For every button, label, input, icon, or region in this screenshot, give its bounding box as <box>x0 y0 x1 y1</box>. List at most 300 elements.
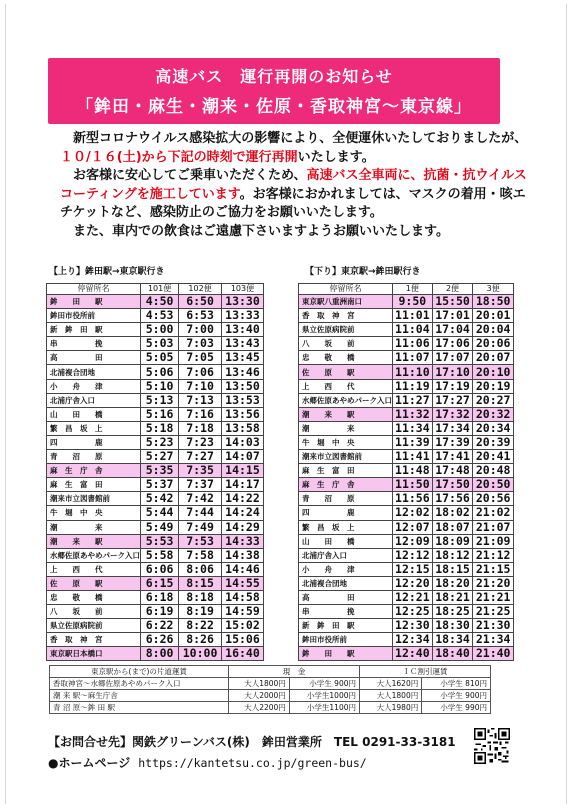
departure-time: 12:12 <box>393 548 433 562</box>
stop-name: 上 西 代 <box>299 379 393 393</box>
up-header-stop: 停留所名 <box>47 284 141 295</box>
stop-name: 四 鹿 <box>299 506 393 520</box>
fare-row <box>50 702 491 714</box>
departure-time: 17:48 <box>432 464 473 478</box>
departure-time: 7:49 <box>179 520 222 534</box>
departure-time: 8:00 <box>141 647 179 661</box>
departure-time: 5:16 <box>141 407 179 421</box>
departure-time: 17:01 <box>432 309 473 323</box>
departure-time: 13:46 <box>221 365 263 379</box>
departure-time: 18:21 <box>432 590 473 604</box>
stop-name: 麻 生 富 田 <box>299 464 393 478</box>
departure-time: 14:07 <box>221 450 263 464</box>
timetable-row <box>47 534 264 548</box>
departure-time: 5:44 <box>141 506 179 520</box>
timetable-row <box>299 548 514 562</box>
stop-name: 麻 生 庁 舎 <box>47 464 141 478</box>
up-table-title: 【上り】鉾田駅→東京駅行き <box>49 267 165 277</box>
departure-time: 17:34 <box>432 421 473 435</box>
fare-cash-adult: 大人2200円 <box>229 702 290 714</box>
stop-name: 繁 昌 坂 上 <box>299 520 393 534</box>
title-banner <box>48 58 500 124</box>
departure-time: 5:27 <box>141 450 179 464</box>
timetable-row <box>47 464 264 478</box>
departure-time: 17:04 <box>432 323 473 337</box>
stop-name: 香 取 神 宮 <box>47 633 141 647</box>
homepage-info <box>48 754 367 771</box>
departure-time: 18:25 <box>432 605 473 619</box>
departure-time: 18:20 <box>432 576 473 590</box>
departure-time: 14:29 <box>221 520 263 534</box>
departure-time: 13:53 <box>221 393 263 407</box>
stop-name: 香 取 神 宮 <box>299 309 393 323</box>
timetable-row <box>299 295 514 309</box>
departure-time: 15:50 <box>432 295 473 309</box>
departure-time: 13:33 <box>221 309 263 323</box>
departure-time: 14:59 <box>221 605 263 619</box>
timetable-row <box>299 365 514 379</box>
timetable-row <box>47 619 264 633</box>
departure-time: 18:12 <box>432 548 473 562</box>
departure-time: 13:58 <box>221 421 263 435</box>
departure-time: 5:00 <box>141 323 179 337</box>
stop-name: 東京駅八重洲南口 <box>299 295 393 309</box>
departure-time: 18:30 <box>432 619 473 633</box>
timetable-row <box>47 379 264 393</box>
fare-row <box>50 690 491 702</box>
departure-time: 7:06 <box>179 365 222 379</box>
timetable-row <box>299 351 514 365</box>
departure-time: 11:04 <box>393 323 433 337</box>
departure-time: 11:19 <box>393 379 433 393</box>
departure-time: 21:40 <box>473 647 514 661</box>
fare-route: 潮 来 駅～麻生庁舎 <box>50 690 229 702</box>
departure-time: 9:50 <box>393 295 433 309</box>
timetable-row <box>47 337 264 351</box>
departure-time: 11:32 <box>393 407 433 421</box>
departure-time: 10:00 <box>179 647 222 661</box>
stop-name: 小 舟 津 <box>299 562 393 576</box>
stop-name: 牛 堀 中 央 <box>47 506 141 520</box>
departure-time: 16:40 <box>221 647 263 661</box>
stop-name: 潮 来 <box>299 421 393 435</box>
fare-cash-adult: 大人2000円 <box>229 690 290 702</box>
stop-name: 水郷佐原あやめパーク入口 <box>299 393 393 407</box>
departure-time: 17:56 <box>432 492 473 506</box>
stop-name: 県立佐原病院前 <box>47 619 141 633</box>
fare-table <box>49 665 491 714</box>
fare-ic-adult: 大人1800円 <box>360 690 422 702</box>
departure-time: 17:06 <box>432 337 473 351</box>
timetable-row <box>299 407 514 421</box>
timetable-row <box>47 647 264 661</box>
departure-time: 20:56 <box>473 492 514 506</box>
departure-time: 20:34 <box>473 421 514 435</box>
timetable-row <box>47 633 264 647</box>
stop-name: 四 鹿 <box>47 435 141 449</box>
timetable-row <box>299 520 514 534</box>
departure-time: 18:15 <box>432 562 473 576</box>
stop-name: 鉾田市役所前 <box>47 309 141 323</box>
timetable-row <box>299 590 514 604</box>
fare-header-cash: 現 金 <box>229 666 360 678</box>
departure-time: 20:39 <box>473 435 514 449</box>
timetable-row <box>299 576 514 590</box>
departure-time: 18:50 <box>473 295 514 309</box>
down-header-2: 2便 <box>432 284 473 295</box>
departure-time: 21:02 <box>473 506 514 520</box>
departure-time: 11:10 <box>393 365 433 379</box>
departure-time: 13:50 <box>221 379 263 393</box>
down-timetable <box>298 283 514 661</box>
departure-time: 5:06 <box>141 365 179 379</box>
departure-time: 6:22 <box>141 619 179 633</box>
departure-time: 13:56 <box>221 407 263 421</box>
stop-name: 北浦庁舎入口 <box>299 548 393 562</box>
timetable-row <box>47 407 264 421</box>
departure-time: 7:13 <box>179 393 222 407</box>
stop-name: 八 坂 前 <box>299 337 393 351</box>
stop-name: 串 挽 <box>299 605 393 619</box>
departure-time: 11:48 <box>393 464 433 478</box>
departure-time: 15:02 <box>221 619 263 633</box>
departure-time: 21:21 <box>473 590 514 604</box>
notice-p1-highlight: １０/１６(土)から下記の時刻で運行再開 <box>60 149 298 165</box>
timetable-row <box>47 548 264 562</box>
timetable-row <box>299 379 514 393</box>
stop-name: 鉾 田 駅 <box>299 647 393 661</box>
timetable-row <box>299 450 514 464</box>
stop-name: 繁 昌 坂 上 <box>47 421 141 435</box>
stop-name: 麻 生 富 田 <box>47 478 141 492</box>
timetable-row <box>47 450 264 464</box>
fare-ic-child: 小学生 810円 <box>422 678 491 690</box>
notice-paragraph-1 <box>60 130 530 167</box>
down-header-stop: 停留所名 <box>299 284 393 295</box>
stop-name: 串 挽 <box>47 337 141 351</box>
departure-time: 8:19 <box>179 605 222 619</box>
departure-time: 7:27 <box>179 450 222 464</box>
departure-time: 17:10 <box>432 365 473 379</box>
departure-time: 5:10 <box>141 379 179 393</box>
banner-title: 高速バス 運行再開のお知らせ <box>155 67 393 86</box>
notice-paragraph-2 <box>60 167 530 223</box>
departure-time: 17:50 <box>432 478 473 492</box>
departure-time: 5:49 <box>141 520 179 534</box>
timetable-row <box>299 393 514 407</box>
departure-time: 17:41 <box>432 450 473 464</box>
timetable-row <box>299 534 514 548</box>
stop-name: 青 沼 原 <box>47 450 141 464</box>
stop-name: 北浦複合団地 <box>299 576 393 590</box>
stop-name: 鉾田市役所前 <box>299 633 393 647</box>
departure-time: 6:26 <box>141 633 179 647</box>
departure-time: 5:23 <box>141 435 179 449</box>
departure-time: 5:13 <box>141 393 179 407</box>
departure-time: 18:09 <box>432 534 473 548</box>
departure-time: 18:02 <box>432 506 473 520</box>
departure-time: 11:27 <box>393 393 433 407</box>
departure-time: 14:22 <box>221 492 263 506</box>
timetable-row <box>299 633 514 647</box>
departure-time: 5:18 <box>141 421 179 435</box>
departure-time: 13:45 <box>221 351 263 365</box>
fare-route: 青 沼 原～鉾 田 駅 <box>50 702 229 714</box>
timetable-row <box>299 562 514 576</box>
departure-time: 8:18 <box>179 590 222 604</box>
stop-name: 小 舟 津 <box>47 379 141 393</box>
stop-name: 高 田 <box>47 351 141 365</box>
notice-text <box>60 130 530 241</box>
timetable-row <box>47 478 264 492</box>
stop-name: 潮 来 <box>47 520 141 534</box>
fare-ic-child: 小学生 900円 <box>422 690 491 702</box>
departure-time: 21:30 <box>473 619 514 633</box>
departure-time: 7:35 <box>179 464 222 478</box>
departure-time: 20:27 <box>473 393 514 407</box>
contact-info <box>48 733 456 750</box>
departure-time: 14:38 <box>221 548 263 562</box>
timetable-row <box>299 309 514 323</box>
fare-cash-adult: 大人1800円 <box>229 678 290 690</box>
departure-time: 20:32 <box>473 407 514 421</box>
fare-ic-adult: 大人1980円 <box>360 702 422 714</box>
timetable-row <box>299 506 514 520</box>
timetable-row <box>299 605 514 619</box>
departure-time: 12:09 <box>393 534 433 548</box>
timetable-row <box>299 619 514 633</box>
departure-time: 6:53 <box>179 309 222 323</box>
departure-time: 8:22 <box>179 619 222 633</box>
timetable-row <box>47 435 264 449</box>
departure-time: 14:03 <box>221 435 263 449</box>
stop-name: 麻 生 庁 舎 <box>299 478 393 492</box>
departure-time: 11:41 <box>393 450 433 464</box>
down-table-title: 【下り】東京駅→鉾田駅行き <box>305 267 421 277</box>
stop-name: 八 坂 前 <box>47 605 141 619</box>
homepage-url-link[interactable]: https://kantetsu.co.jp/green-bus/ <box>138 756 367 770</box>
timetable-row <box>47 492 264 506</box>
departure-time: 20:10 <box>473 365 514 379</box>
departure-time: 12:21 <box>393 590 433 604</box>
departure-time: 17:19 <box>432 379 473 393</box>
departure-time: 20:19 <box>473 379 514 393</box>
departure-time: 6:19 <box>141 605 179 619</box>
departure-time: 17:39 <box>432 435 473 449</box>
down-header-3: 3便 <box>473 284 514 295</box>
stop-name: 潮 来 駅 <box>47 534 141 548</box>
fare-cash-child: 小学生1100円 <box>289 702 359 714</box>
departure-time: 20:07 <box>473 351 514 365</box>
timetable-row <box>299 337 514 351</box>
fare-header-row <box>50 666 491 678</box>
departure-time: 21:12 <box>473 548 514 562</box>
up-header-103: 103便 <box>221 284 263 295</box>
timetable-row <box>47 309 264 323</box>
departure-time: 11:01 <box>393 309 433 323</box>
down-header-1: 1便 <box>393 284 433 295</box>
up-header-101: 101便 <box>141 284 179 295</box>
stop-name: 山 田 橋 <box>47 407 141 421</box>
stop-name: 青 沼 原 <box>299 492 393 506</box>
homepage-label: ●ホームページ <box>48 756 131 770</box>
departure-time: 20:06 <box>473 337 514 351</box>
stop-name: 北浦複合団地 <box>47 365 141 379</box>
notice-p2-highlight: 高速バス全車両に、抗菌・抗ウイルスコーティングを施工しています <box>60 168 527 202</box>
departure-time: 11:39 <box>393 435 433 449</box>
departure-time: 6:06 <box>141 562 179 576</box>
stop-name: 潮来市立図書館前 <box>299 450 393 464</box>
departure-time: 7:37 <box>179 478 222 492</box>
down-header-row <box>299 284 514 295</box>
departure-time: 21:09 <box>473 534 514 548</box>
fare-route: 香取神宮～水郷佐原あやめパーク入口 <box>50 678 229 690</box>
stop-name: 佐 原 駅 <box>47 576 141 590</box>
stop-name: 上 西 代 <box>47 562 141 576</box>
contact-label: 【お問合せ先】 <box>48 735 133 749</box>
departure-time: 14:33 <box>221 534 263 548</box>
stop-name: 鉾 田 駅 <box>47 295 141 309</box>
departure-time: 12:07 <box>393 520 433 534</box>
timetable-row <box>299 478 514 492</box>
stop-name: 牛 堀 中 央 <box>299 435 393 449</box>
timetable-row <box>299 492 514 506</box>
departure-time: 20:01 <box>473 309 514 323</box>
departure-time: 7:58 <box>179 548 222 562</box>
departure-time: 18:40 <box>432 647 473 661</box>
timetable-row <box>47 562 264 576</box>
departure-time: 14:24 <box>221 506 263 520</box>
departure-time: 20:48 <box>473 464 514 478</box>
departure-time: 7:53 <box>179 534 222 548</box>
timetable-row <box>47 393 264 407</box>
timetable-row <box>47 506 264 520</box>
departure-time: 21:07 <box>473 520 514 534</box>
departure-time: 14:58 <box>221 590 263 604</box>
timetable-row <box>47 605 264 619</box>
timetable-row <box>299 421 514 435</box>
notice-p2-tail: 。お客様におかれましては、マスクの着用・咳エチケットなど、感染防止のご協力をお願いいたします。 <box>60 186 526 220</box>
departure-time: 5:53 <box>141 534 179 548</box>
qr-code-icon[interactable] <box>474 728 510 764</box>
departure-time: 12:20 <box>393 576 433 590</box>
stop-name: 高 田 <box>299 590 393 604</box>
stop-name: 忠 敬 橋 <box>299 351 393 365</box>
departure-time: 12:02 <box>393 506 433 520</box>
up-timetable <box>46 283 264 661</box>
timetable-row <box>299 435 514 449</box>
departure-time: 7:18 <box>179 421 222 435</box>
departure-time: 12:25 <box>393 605 433 619</box>
departure-time: 11:56 <box>393 492 433 506</box>
departure-time: 7:10 <box>179 379 222 393</box>
departure-time: 6:50 <box>179 295 222 309</box>
banner-subtitle: 「鉾田・麻生・潮来・佐原・香取神宮～東京線」 <box>76 97 472 117</box>
departure-time: 21:15 <box>473 562 514 576</box>
departure-time: 5:35 <box>141 464 179 478</box>
departure-time: 18:07 <box>432 520 473 534</box>
departure-time: 7:23 <box>179 435 222 449</box>
stop-name: 北浦庁舎入口 <box>47 393 141 407</box>
notice-p1-text: 新型コロナウイルス感染拡大の影響により、全便運休いたしておりましたが、 <box>60 131 528 146</box>
departure-time: 5:05 <box>141 351 179 365</box>
departure-time: 17:32 <box>432 407 473 421</box>
up-header-102: 102便 <box>179 284 222 295</box>
departure-time: 7:16 <box>179 407 222 421</box>
departure-time: 13:30 <box>221 295 263 309</box>
timetable-row <box>299 323 514 337</box>
departure-time: 21:25 <box>473 605 514 619</box>
timetable-row <box>299 464 514 478</box>
departure-time: 6:18 <box>141 590 179 604</box>
departure-time: 12:30 <box>393 619 433 633</box>
fare-header-ic: ＩＣ割引運賃 <box>360 666 491 678</box>
departure-time: 15:06 <box>221 633 263 647</box>
departure-time: 13:43 <box>221 337 263 351</box>
timetable-row <box>47 295 264 309</box>
departure-time: 21:34 <box>473 633 514 647</box>
departure-time: 11:06 <box>393 337 433 351</box>
fare-cash-child: 小学生1000円 <box>289 690 359 702</box>
departure-time: 11:07 <box>393 351 433 365</box>
departure-time: 5:42 <box>141 492 179 506</box>
departure-time: 7:03 <box>179 337 222 351</box>
departure-time: 20:50 <box>473 478 514 492</box>
departure-time: 5:58 <box>141 548 179 562</box>
departure-time: 7:05 <box>179 351 222 365</box>
departure-time: 14:17 <box>221 478 263 492</box>
timetable-row <box>47 576 264 590</box>
stop-name: 忠 敬 橋 <box>47 590 141 604</box>
stop-name: 潮来市立図書館前 <box>47 492 141 506</box>
departure-time: 20:04 <box>473 323 514 337</box>
contact-tel[interactable]: TEL 0291-33-3181 <box>333 735 456 749</box>
departure-time: 13:40 <box>221 323 263 337</box>
departure-time: 12:34 <box>393 633 433 647</box>
departure-time: 6:15 <box>141 576 179 590</box>
stop-name: 東京駅日本橋口 <box>47 647 141 661</box>
fare-header-route: 東京駅から(まで)の片道運賃 <box>50 666 229 678</box>
timetable-row <box>47 365 264 379</box>
departure-time: 8:15 <box>179 576 222 590</box>
departure-time: 8:06 <box>179 562 222 576</box>
notice-paragraph-3: また、車内での飲食はご遠慮下さいますようお願いいたします。 <box>60 223 449 239</box>
departure-time: 4:53 <box>141 309 179 323</box>
fare-cash-child: 小学生 900円 <box>289 678 359 690</box>
fare-ic-adult: 大人1620円 <box>360 678 422 690</box>
notice-p2-text: お客様に安心してご乗車いただくため、 <box>60 168 307 183</box>
stop-name: 水郷佐原あやめパーク入口 <box>47 548 141 562</box>
departure-time: 5:37 <box>141 478 179 492</box>
departure-time: 7:44 <box>179 506 222 520</box>
departure-time: 12:15 <box>393 562 433 576</box>
fare-row <box>50 678 491 690</box>
departure-time: 14:15 <box>221 464 263 478</box>
stop-name: 潮 来 駅 <box>299 407 393 421</box>
departure-time: 14:55 <box>221 576 263 590</box>
fare-ic-child: 小学生 990円 <box>422 702 491 714</box>
departure-time: 8:26 <box>179 633 222 647</box>
stop-name: 佐 原 駅 <box>299 365 393 379</box>
up-header-row <box>47 284 264 295</box>
notice-p1-tail: いたします。 <box>297 149 375 165</box>
departure-time: 7:00 <box>179 323 222 337</box>
timetable-row <box>47 351 264 365</box>
departure-time: 21:20 <box>473 576 514 590</box>
departure-time: 17:27 <box>432 393 473 407</box>
stop-name: 県立佐原病院前 <box>299 323 393 337</box>
departure-time: 4:50 <box>141 295 179 309</box>
